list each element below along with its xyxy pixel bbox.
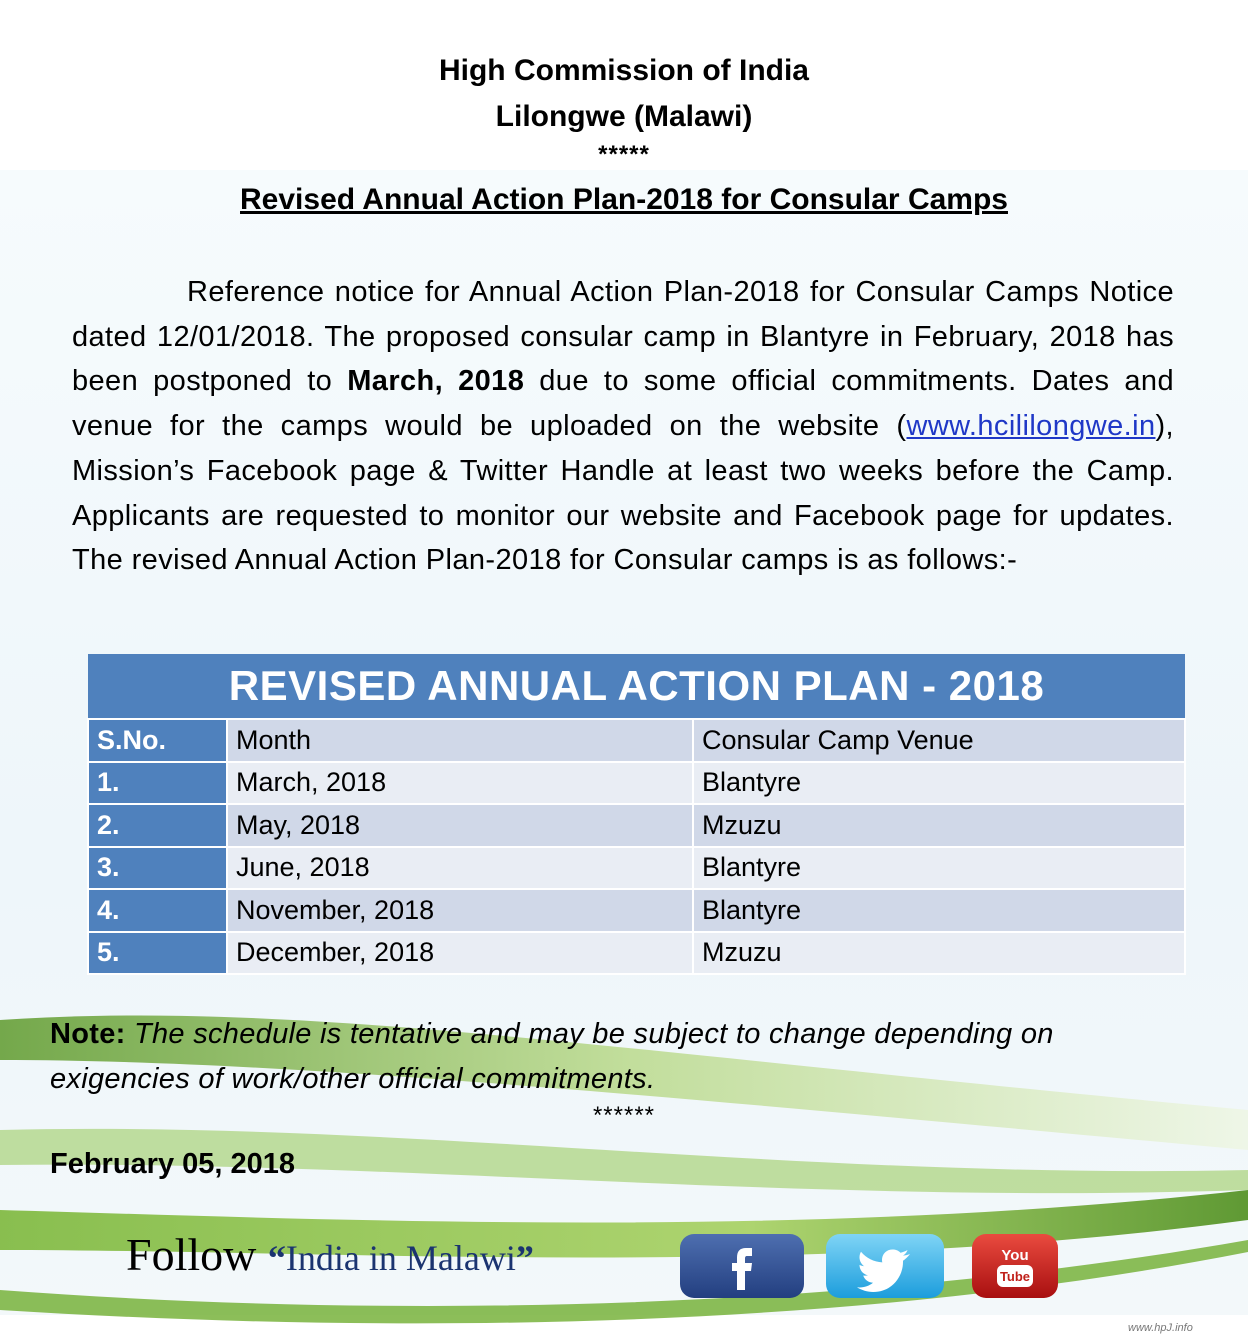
table-title: REVISED ANNUAL ACTION PLAN - 2018 xyxy=(88,654,1185,719)
svg-text:Tube: Tube xyxy=(999,1269,1031,1284)
follow-word: Follow xyxy=(126,1229,257,1280)
table-row xyxy=(88,847,1185,890)
row-month: June, 2018 xyxy=(227,847,693,890)
separator-stars: ***** xyxy=(598,141,650,168)
action-plan-table xyxy=(87,654,1186,975)
column-header-sno: S.No. xyxy=(88,719,227,762)
row-venue: Mzuzu xyxy=(693,932,1185,975)
note-text: The schedule is tentative and may be subject to change depending on exigencies of work/other official commitments. xyxy=(50,1018,1054,1095)
separator-stars-footer: ****** xyxy=(592,1102,656,1129)
table-header-row xyxy=(88,719,1185,762)
paragraph-part-2: due to some official commitments. Dates and venue for the camps would be uploaded on the website ( xyxy=(72,365,1174,443)
website-link[interactable]: www.hcililongwe.in xyxy=(906,410,1156,443)
table-row xyxy=(88,889,1185,932)
twitter-button[interactable] xyxy=(826,1234,944,1298)
follow-handle: “India in Malawi” xyxy=(267,1238,534,1278)
paragraph-bold-date: March, 2018 xyxy=(347,365,525,398)
table-row xyxy=(88,804,1185,847)
row-venue: Blantyre xyxy=(693,762,1185,805)
row-month: November, 2018 xyxy=(227,889,693,932)
svg-text:You: You xyxy=(1001,1247,1029,1264)
column-header-month: Month xyxy=(227,719,693,762)
twitter-icon xyxy=(826,1234,944,1298)
document-header xyxy=(0,48,1248,170)
row-month: December, 2018 xyxy=(227,932,693,975)
row-venue: Blantyre xyxy=(693,889,1185,932)
table-row xyxy=(88,932,1185,975)
organization-name: High Commission of India xyxy=(438,54,809,87)
paragraph-part-3: ), Mission’s Facebook page & Twitter Handle at least two weeks before the Camp. Applicants are requested to monitor our website and Facebook page for updates. The revised Annual Action Plan-2018 for Consular camps is as follows:- xyxy=(72,410,1174,577)
row-month: March, 2018 xyxy=(227,762,693,805)
organization-location: Lilongwe (Malawi) xyxy=(495,100,753,133)
youtube-icon xyxy=(972,1234,1058,1298)
facebook-icon xyxy=(680,1234,804,1298)
note-label: Note: xyxy=(50,1018,126,1050)
watermark: www.hpJ.info xyxy=(1128,1322,1193,1334)
row-sno: 5. xyxy=(88,932,227,975)
facebook-button[interactable] xyxy=(680,1234,804,1298)
follow-banner xyxy=(126,1228,534,1281)
column-header-venue: Consular Camp Venue xyxy=(693,719,1185,762)
table-row xyxy=(88,762,1185,805)
row-sno: 4. xyxy=(88,889,227,932)
row-sno: 2. xyxy=(88,804,227,847)
row-venue: Mzuzu xyxy=(693,804,1185,847)
row-venue: Blantyre xyxy=(693,847,1185,890)
row-sno: 1. xyxy=(88,762,227,805)
paragraph-part-1: Reference notice for Annual Action Plan-2018 for Consular Camps Notice dated 12/01/2018. The proposed consular camp in Blantyre in February, 2018 has been postponed to xyxy=(72,276,1174,398)
row-sno: 3. xyxy=(88,847,227,890)
schedule-note xyxy=(50,1012,1170,1102)
document-title: Revised Annual Action Plan-2018 for Consular Camps xyxy=(240,183,1008,216)
notice-date: February 05, 2018 xyxy=(50,1148,296,1180)
notice-paragraph xyxy=(72,270,1174,583)
youtube-button[interactable] xyxy=(972,1234,1058,1298)
row-month: May, 2018 xyxy=(227,804,693,847)
